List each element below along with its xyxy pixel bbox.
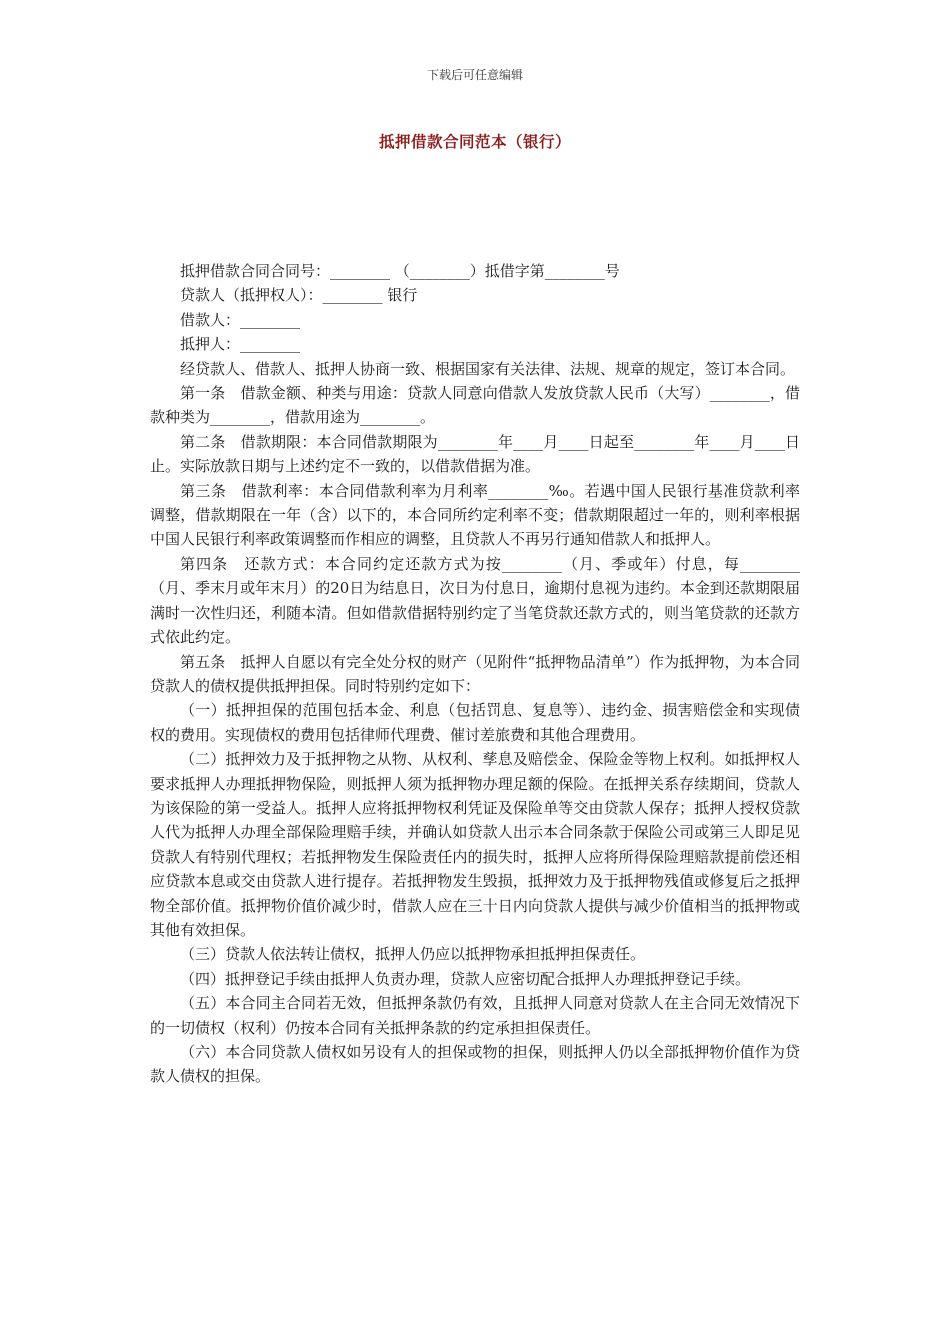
document-title: 抵押借款合同范本（银行）: [378, 132, 571, 151]
paragraph: （四）抵押登记手续由抵押人负责办理，贷款人应密切配合抵押人办理抵押登记手续。: [180, 969, 751, 988]
paragraph: （一）抵押担保的范围包括本金、利息（包括罚息、复息等）、违约金、损害赔偿金和实现债权的费用。实现债权的费用包括律师代理费、催讨差旅费和其他合理费用。: [150, 701, 800, 744]
paragraph: （三）贷款人依法转让债权，抵押人仍应以抵押物承担抵押担保责任。: [180, 945, 646, 964]
paragraph: （六）本合同贷款人债权如另设有人的担保或物的担保，则抵押人仍以全部抵押物价值作为贷款人债权的担保。: [150, 1043, 800, 1086]
paragraph: 经贷款人、借款人、抵押人协商一致、根据国家有关法律、法规、规章的规定，签订本合同。: [180, 359, 796, 378]
lender-field: 贷款人（抵押权人）：________ 银行: [180, 286, 418, 305]
borrower-field: 借款人：________: [180, 310, 301, 329]
paragraph: 第三条 借款利率：本合同借款利率为月利率________‰。若遇中国人民银行基准贷款利率调整，借款期限在一年（含）以下的，本合同所约定利率不变；借款期限超过一年的，则利率根据中国人民银行利率政策调整而作相应的调整，且贷款人不再另行通知借款人和抵押人。: [150, 481, 800, 549]
header-note: 下载后可任意编辑: [426, 68, 523, 82]
paragraph: 第五条 抵押人自愿以有完全处分权的财产（见附件“抵押物品清单”）作为抵押物，为本合同贷款人的债权提供抵押担保。同时特别约定如下：: [150, 652, 800, 695]
paragraph: （二）抵押效力及于抵押物之从物、从权利、孳息及赔偿金、保险金等物上权利。如抵押权人要求抵押人办理抵押物保险，则抵押人须为抵押物办理足额的保险。在抵押关系存续期间，贷款人为该保险的第一受益人。抵押人应将抵押物权利凭证及保险单等交由贷款人保存；抵押人授权贷款人代为抵押人办理全部保险理赔手续，并确认如贷款人出示本合同条款于保险公司或第三人即足见贷款人有特别代理权；若抵押物发生保险责任内的损失时，抵押人应将所得保险理赔款提前偿还相应贷款本息或交由贷款人进行提存。若抵押物发生毁损，抵押效力及于抵押物残值或修复后之抵押物全部价值。抵押物价值价减少时，借款人应在三十日内向贷款人提供与减少价值相当的抵押物或其他有效担保。: [150, 750, 800, 939]
paragraph: 第四条 还款方式：本合同约定还款方式为按________（月、季或年）付息，每________（月、季末月或年末月）的20日为结息日，次日为付息日，逾期付息视为违约。本金到还款期限届满时一次性归还，利随本清。但如借款借据特别约定了当笔贷款还款方式的，则当笔贷款的还款方式依此约定。: [150, 554, 800, 647]
paragraph: 第一条 借款金额、种类与用途：贷款人同意向借款人发放贷款人民币（大写）________，借款种类为________，借款用途为________。: [150, 384, 800, 427]
contract-number-field: 抵押借款合同合同号：________ （________）抵借字第________号: [180, 262, 620, 280]
mortgagor-field: 抵押人：________: [180, 335, 301, 354]
document-body: [150, 259, 800, 1089]
paragraph: （五）本合同主合同若无效，但抵押条款仍有效，且抵押人同意对贷款人在主合同无效情况下的一切债权（权利）仍按本合同有关抵押条款的约定承担担保责任。: [150, 994, 800, 1037]
paragraph: 第二条 借款期限：本合同借款期限为________年____月____日起至________年____月____日止。实际放款日期与上述约定不一致的，以借款借据为准。: [150, 432, 800, 476]
